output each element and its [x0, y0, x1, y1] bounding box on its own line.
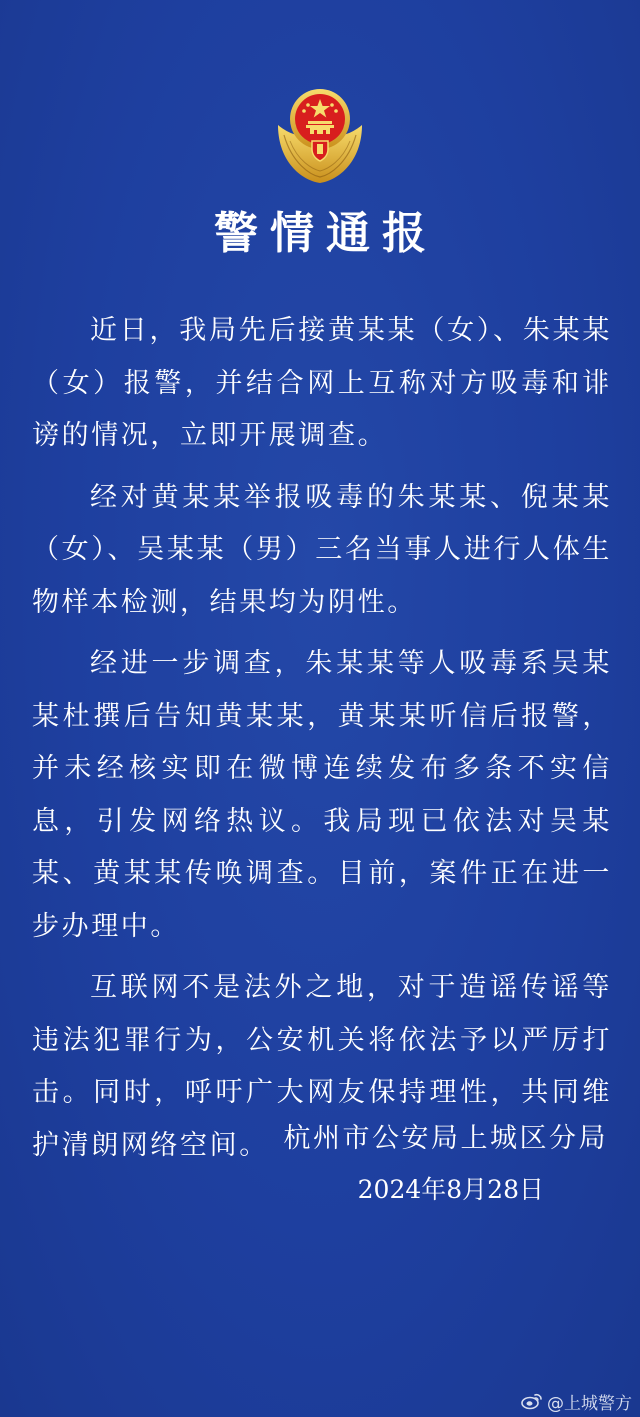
notice-body	[32, 305, 612, 1181]
signature-date: 2024年8月28日	[357, 1175, 544, 1204]
notice-paragraph: 经对黄某某举报吸毒的朱某某、倪某某（女）、吴某某（男）三名当事人进行人体生物样本检测，结果均为阴性。	[32, 481, 612, 618]
weibo-icon	[521, 1392, 543, 1410]
watermark-text: @上城警方	[547, 1393, 632, 1414]
notice-title: 警情通报	[214, 208, 438, 259]
weibo-watermark	[521, 1389, 632, 1413]
police-emblem-icon	[270, 85, 370, 185]
notice-paragraph: 近日，我局先后接黄某某（女）、朱某某（女）报警，并结合网上互称对方吸毒和诽谤的情况，立即开展调查。	[32, 315, 612, 451]
signature-organization: 杭州市公安局上城区分局	[283, 1123, 608, 1154]
notice-paragraph: 经进一步调查，朱某某等人吸毒系吴某某杜撰后告知黄某某，黄某某听信后报警，并未经核实即在微博连续发布多条不实信息，引发网络热议。我局现已依法对吴某某、黄某某传唤调查。目前，案件正在进一步办理中。	[32, 648, 612, 942]
notice-paragraph: 互联网不是法外之地，对于造谣传谣等违法犯罪行为，公安机关将依法予以严厉打击。同时，呼吁广大网友保持理性，共同维护清朗网络空间。	[32, 972, 612, 1161]
